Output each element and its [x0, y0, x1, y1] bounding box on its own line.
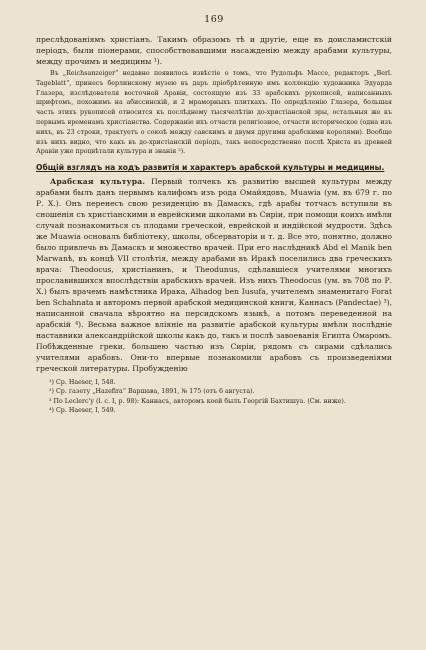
footnotes [36, 378, 392, 415]
footnote-1: ¹) Ср. Haeser, I, 548. [49, 379, 116, 387]
subheading-arab-culture: Арабская культура. [50, 177, 146, 187]
section-heading: Общій взглядъ на ходъ развитія и характеръ арабской культуры и медицины. [36, 163, 385, 173]
paragraph-arab-culture [36, 176, 392, 374]
paragraph-intro: преслѣдованіямъ христіанъ. Такимъ образомъ тѣ и другіе, еще въ доисламистскій періодъ, были піонерами, способствовавшими насажденію между арабами культуры, между прочимъ и медицины ¹). [36, 35, 392, 66]
footnote-2: ²) Ср. газету „Hazefira“ Варшава, 1891, № 175 (отъ 6 августа). [49, 388, 255, 396]
footnote-4: ⁴) Ср. Haeser, I, 549. [49, 407, 116, 415]
paragraph-arab-culture-text: Первый толчекъ къ развитію высшей культуры между арабами былъ данъ первымъ калифомъ изъ рода Омайядовъ, Muawia (ум. въ 679 г. по Р. Х.). Онъ перенесъ свою резиденцію въ Дамаскъ, гдѣ арабы тотчасъ вступили въ сношенія съ христіанскими и еврейскими школами въ Сиріи, при помощи коихъ имѣли случай познакомиться съ плодами греческой, еврейской и индійской мудрости. Здѣсь же Muawia основалъ библіотеку, школы, обсерваторіи и т. д. Все это, понятно, должно было привлечь въ Дамаскъ и множество врачей. При его наслѣдникѣ Abd el Manik ben Marwanѣ, въ концѣ VII столѣтія, между арабами въ Иракѣ поселились два греческихъ врача: Theodocus, христіанинъ, и Theodunus, сдѣлавшіеся учителями многихъ прославившихся впослѣдствіи арабскихъ врачей. Изъ нихъ Theodocus (ум. въ 708 по Р. Х.) былъ врачемъ намѣстника Ирака, Alhadog ben Iusufa, учителемъ знаменитаго Forat ben Schahnata и авторомъ первой арабской медицинской книги, Каннасъ (Pandectae) ³), написанной сначала вѣроятно на персидскомъ языкѣ, а потомъ переведенной на арабскій ⁴). Весьма важное вліяніе на развитіе арабской культуры имѣли послѣдніе наставники александрійской школы какъ до, такъ и послѣ завоеванія Египта Омаромъ. Побѣжденные греки, большею частью изъ Сиріи, рядомъ съ сирами сдѣлались учителями арабовъ. Они-то впервые познакомили арабовъ съ произведеніями греческой литературы. Пробужденію [36, 177, 392, 374]
page-number: 169 [204, 14, 224, 25]
footnote-3: ³ По Leclerc'у (l. c. I, p. 98): Каннасъ, авторомъ коей былъ Георгій Бахтишуа. (См. ниже). [49, 397, 346, 405]
paragraph-glaser-collection: Въ „Reichsanzeiger“ недавно появилось извѣстіе о томъ, что Рудольфъ Массе, редакторъ „Berl. Tageblatt“, принесъ берлинскому музею въ даръ пріобрѣтенную имъ коллекцію художника Эдуарда Глазера, изслѣдователя восточной Аравіи, состоящую изъ 33 арабскихъ рукописей, написанныхъ шрифтомъ, похожимъ на абиссинскій, и 2 мраморныхъ плиткахъ. По опредѣленію Глазера, большая часть этихъ рукописей относится къ послѣднему тысячелѣтію до-христіанской эры, остальныя же къ первымъ временамъ христіанства. Содержаніе ихъ отчасти религіозное, отчасти историческое (одна изъ нихъ, въ 23 строки, трактуетъ о союзѣ между савскимъ и двумя другими арабскими королями). Вообще изъ нихъ видно, что какъ въ до-христіанскій періодъ, такъ непосредственно послѣ Христа въ древней Аравіи уже процвѣтали культура и знанія ²). [36, 70, 392, 156]
